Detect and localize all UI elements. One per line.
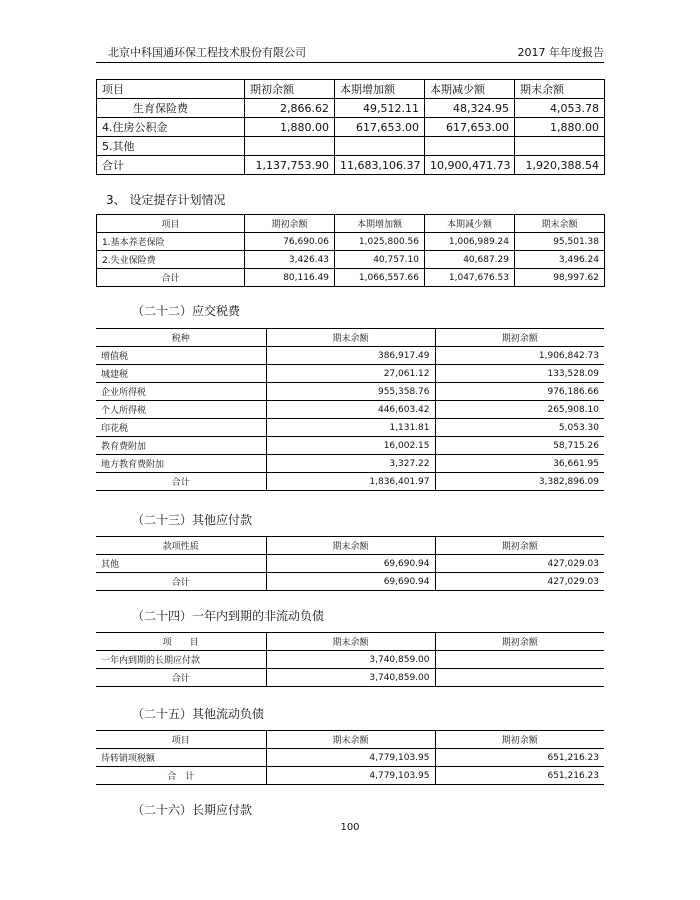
table-total-row bbox=[97, 269, 605, 287]
column-header: 期末余额 bbox=[266, 633, 435, 651]
cell-value: 3,740,859.00 bbox=[266, 669, 435, 687]
cell-value bbox=[435, 669, 604, 687]
column-header: 期初余额 bbox=[245, 215, 335, 233]
table-row bbox=[96, 437, 604, 455]
column-header: 期初余额 bbox=[435, 731, 604, 749]
section-title: （二十二）应交税费 bbox=[132, 304, 241, 318]
company-name: 北京中科国通环保工程技术股份有限公司 bbox=[108, 46, 306, 59]
column-header: 期末余额 bbox=[515, 215, 605, 233]
column-header: 期初余额 bbox=[435, 633, 604, 651]
column-header: 期初余额 bbox=[435, 329, 604, 347]
section-title: （二十五）其他流动负债 bbox=[132, 707, 265, 721]
row-label: 教育费附加 bbox=[96, 437, 266, 455]
column-header: 税种 bbox=[96, 329, 266, 347]
table-header-row bbox=[96, 329, 604, 347]
row-label: 4.住房公积金 bbox=[97, 118, 245, 137]
cell-value: 1,006,989.24 bbox=[425, 233, 515, 251]
cell-value: 265,908.10 bbox=[435, 401, 604, 419]
column-header: 项 目 bbox=[96, 633, 266, 651]
table-other-payables bbox=[96, 536, 604, 591]
row-label: 合计 bbox=[96, 473, 266, 491]
row-label: 待转销项税额 bbox=[96, 749, 266, 767]
cell-value: 98,997.62 bbox=[515, 269, 605, 287]
cell-value: 3,740,859.00 bbox=[266, 651, 435, 669]
cell-value: 11,683,106.37 bbox=[335, 156, 425, 175]
cell-value: 1,880.00 bbox=[245, 118, 335, 137]
table-row bbox=[96, 365, 604, 383]
row-label: 企业所得税 bbox=[96, 383, 266, 401]
column-header: 期初余额 bbox=[435, 537, 604, 555]
table-row bbox=[97, 137, 605, 156]
cell-value: 133,528.09 bbox=[435, 365, 604, 383]
column-header: 期末余额 bbox=[266, 731, 435, 749]
cell-value: 1,131.81 bbox=[266, 419, 435, 437]
row-label: 5.其他 bbox=[97, 137, 245, 156]
section-title: 3、 设定提存计划情况 bbox=[106, 193, 226, 207]
cell-value: 2,866.62 bbox=[245, 99, 335, 118]
cell-value bbox=[515, 137, 605, 156]
column-header: 本期减少额 bbox=[425, 215, 515, 233]
row-label: 2.失业保险费 bbox=[97, 251, 245, 269]
cell-value: 386,917.49 bbox=[266, 347, 435, 365]
row-label: 地方教育费附加 bbox=[96, 455, 266, 473]
table-total-row bbox=[96, 573, 604, 591]
table-header-row bbox=[96, 537, 604, 555]
row-label: 合计 bbox=[97, 156, 245, 175]
column-header: 期末余额 bbox=[266, 537, 435, 555]
row-label: 1.基本养老保险 bbox=[97, 233, 245, 251]
cell-value: 36,661.95 bbox=[435, 455, 604, 473]
cell-value: 48,324.95 bbox=[425, 99, 515, 118]
table-row bbox=[96, 455, 604, 473]
cell-value: 40,757.10 bbox=[335, 251, 425, 269]
row-label: 合 计 bbox=[96, 767, 266, 785]
table-total-row bbox=[96, 473, 604, 491]
table-row bbox=[96, 651, 604, 669]
cell-value: 651,216.23 bbox=[435, 749, 604, 767]
cell-value bbox=[245, 137, 335, 156]
column-header: 项目 bbox=[97, 215, 245, 233]
table-row bbox=[96, 401, 604, 419]
cell-value: 1,836,401.97 bbox=[266, 473, 435, 491]
row-label: 合计 bbox=[96, 573, 266, 591]
cell-value bbox=[435, 651, 604, 669]
table-other-current-liabilities bbox=[96, 730, 604, 785]
section-current-portion-noncurrent-liabilities bbox=[96, 608, 604, 687]
header-rule bbox=[96, 62, 604, 63]
cell-value: 3,426.43 bbox=[245, 251, 335, 269]
table-row bbox=[97, 118, 605, 137]
column-header: 项目 bbox=[97, 80, 245, 99]
row-label: 合计 bbox=[97, 269, 245, 287]
page-header bbox=[96, 44, 604, 60]
table-header-row bbox=[96, 731, 604, 749]
cell-value: 427,029.03 bbox=[435, 573, 604, 591]
cell-value bbox=[335, 137, 425, 156]
cell-value: 1,025,800.56 bbox=[335, 233, 425, 251]
column-header: 期初余额 bbox=[245, 80, 335, 99]
cell-value: 1,906,842.73 bbox=[435, 347, 604, 365]
table-row bbox=[96, 555, 604, 573]
cell-value: 80,116.49 bbox=[245, 269, 335, 287]
table-taxes-payable bbox=[96, 328, 604, 491]
row-label: 印花税 bbox=[96, 419, 266, 437]
column-header: 项目 bbox=[96, 731, 266, 749]
cell-value: 651,216.23 bbox=[435, 767, 604, 785]
cell-value: 40,687.29 bbox=[425, 251, 515, 269]
cell-value: 27,061.12 bbox=[266, 365, 435, 383]
cell-value: 10,900,471.73 bbox=[425, 156, 515, 175]
cell-value: 69,690.94 bbox=[266, 573, 435, 591]
cell-value: 5,053.30 bbox=[435, 419, 604, 437]
cell-value: 1,137,753.90 bbox=[245, 156, 335, 175]
table-total-row bbox=[96, 767, 604, 785]
row-label: 合计 bbox=[96, 669, 266, 687]
cell-value bbox=[425, 137, 515, 156]
row-label: 生育保险费 bbox=[97, 99, 245, 118]
table-salary-payable bbox=[96, 79, 605, 175]
cell-value: 427,029.03 bbox=[435, 555, 604, 573]
table-row bbox=[97, 251, 605, 269]
salary-payable-table-continued bbox=[96, 79, 604, 175]
section-other-payables bbox=[96, 512, 604, 591]
table-row bbox=[96, 419, 604, 437]
cell-value: 976,186.66 bbox=[435, 383, 604, 401]
row-label: 一年内到期的长期应付款 bbox=[96, 651, 266, 669]
cell-value: 4,779,103.95 bbox=[266, 749, 435, 767]
cell-value: 4,779,103.95 bbox=[266, 767, 435, 785]
column-header: 期末余额 bbox=[266, 329, 435, 347]
table-row bbox=[96, 347, 604, 365]
cell-value: 4,053.78 bbox=[515, 99, 605, 118]
cell-value: 3,496.24 bbox=[515, 251, 605, 269]
section-long-term-payables bbox=[96, 802, 604, 818]
column-header: 本期减少额 bbox=[425, 80, 515, 99]
table-header-row bbox=[97, 80, 605, 99]
row-label: 增值税 bbox=[96, 347, 266, 365]
cell-value: 446,603.42 bbox=[266, 401, 435, 419]
row-label: 城建税 bbox=[96, 365, 266, 383]
page-number: 100 bbox=[340, 822, 360, 833]
row-label: 个人所得税 bbox=[96, 401, 266, 419]
cell-value: 1,066,557.66 bbox=[335, 269, 425, 287]
table-row bbox=[96, 383, 604, 401]
cell-value: 1,920,388.54 bbox=[515, 156, 605, 175]
column-header: 期末余额 bbox=[515, 80, 605, 99]
table-row bbox=[96, 749, 604, 767]
cell-value: 49,512.11 bbox=[335, 99, 425, 118]
cell-value: 3,382,896.09 bbox=[435, 473, 604, 491]
cell-value: 95,501.38 bbox=[515, 233, 605, 251]
section-defined-contribution bbox=[96, 192, 604, 287]
table-header-row bbox=[97, 215, 605, 233]
cell-value: 58,715.26 bbox=[435, 437, 604, 455]
cell-value: 1,047,676.53 bbox=[425, 269, 515, 287]
column-header: 本期增加额 bbox=[335, 80, 425, 99]
report-title: 2017 年年度报告 bbox=[517, 46, 604, 59]
column-header: 款项性质 bbox=[96, 537, 266, 555]
section-title: （二十四）一年内到期的非流动负债 bbox=[132, 609, 325, 623]
section-title: （二十三）其他应付款 bbox=[132, 513, 253, 527]
section-taxes-payable bbox=[96, 303, 604, 491]
table-row bbox=[97, 233, 605, 251]
cell-value: 617,653.00 bbox=[335, 118, 425, 137]
cell-value: 76,690.06 bbox=[245, 233, 335, 251]
section-title: （二十六）长期应付款 bbox=[132, 803, 253, 817]
table-defined-contribution bbox=[96, 214, 605, 287]
cell-value: 1,880.00 bbox=[515, 118, 605, 137]
cell-value: 617,653.00 bbox=[425, 118, 515, 137]
column-header: 本期增加额 bbox=[335, 215, 425, 233]
cell-value: 955,358.76 bbox=[266, 383, 435, 401]
table-total-row bbox=[96, 669, 604, 687]
table-row bbox=[97, 99, 605, 118]
table-current-portion-noncurrent-liabilities bbox=[96, 632, 604, 687]
cell-value: 69,690.94 bbox=[266, 555, 435, 573]
section-other-current-liabilities bbox=[96, 706, 604, 785]
cell-value: 3,327.22 bbox=[266, 455, 435, 473]
table-header-row bbox=[96, 633, 604, 651]
cell-value: 16,002.15 bbox=[266, 437, 435, 455]
table-total-row bbox=[97, 156, 605, 175]
row-label: 其他 bbox=[96, 555, 266, 573]
